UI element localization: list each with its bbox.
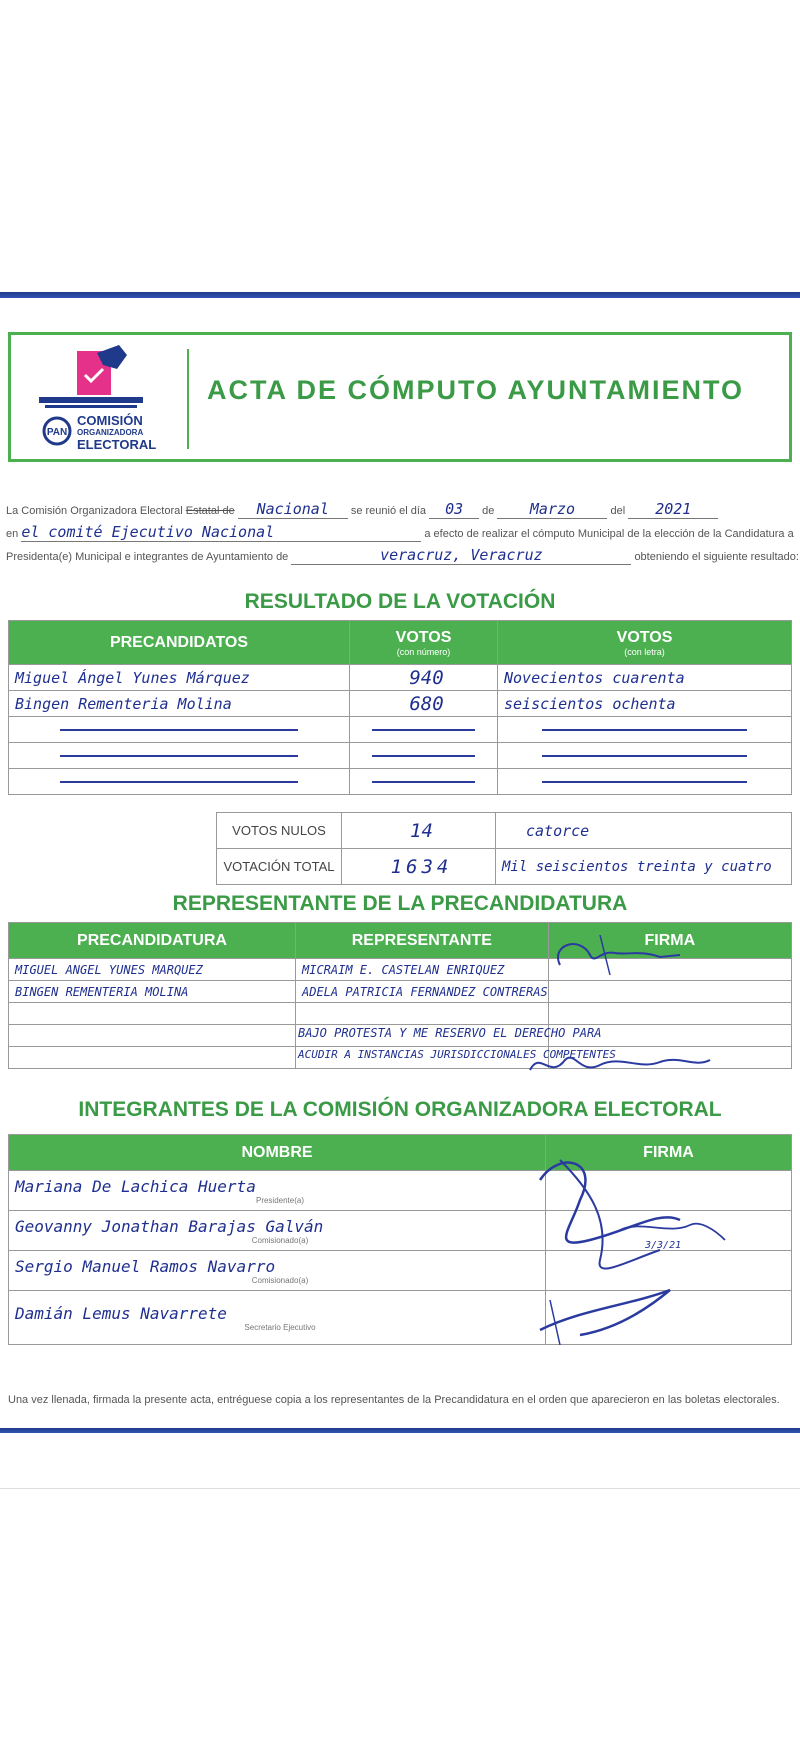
table-row-empty [9,769,792,795]
intro-line-3 [6,546,799,565]
cancel-dash [542,755,747,757]
cancel-dash [542,729,747,731]
table-row [9,665,792,691]
col-nombre: NOMBRE [9,1135,546,1171]
cancel-dash [60,729,298,731]
municipio-field: veracruz, Veracruz [291,546,631,565]
col-precandidatura: PRECANDIDATURA [9,923,296,959]
precandidatura-name: BINGEN REMENTERIA MOLINA [9,981,296,1003]
header-divider [187,349,189,449]
votos-nulos-letter: catorce [496,813,792,849]
cancel-dash [542,781,747,783]
logo-line-2: ORGANIZADORA [77,428,144,437]
cancel-dash [372,781,475,783]
intro-text: obteniendo el siguiente resultado: [634,551,799,563]
comision-field: Nacional [238,500,348,519]
logo-line-1: COMISIÓN [77,413,143,428]
member-name: Geovanny Jonathan Barajas Galván [15,1216,324,1236]
intro-text: del [610,505,626,517]
member-role: Presidente(a) [255,1195,305,1205]
col-firma: FIRMA [548,923,791,959]
intro-text: se reunió el día [350,505,427,517]
col-votos-letra: VOTOS (con letra) [498,621,792,665]
comision-signatures [520,1140,750,1360]
intro-text: en [6,528,19,540]
votacion-total-number: 1634 [342,849,496,885]
col-precandidatos: PRECANDIDATOS [9,621,350,665]
col-votos-numero: VOTOS (con número) [350,621,498,665]
protesta-note-2: ACUDIR A INSTANCIAS JURISDICCIONALES COMPETENTES [298,1048,616,1061]
day-field: 03 [429,500,479,519]
page-title: ACTA DE CÓMPUTO AYUNTAMIENTO [207,375,745,405]
member-name: Mariana De Lachica Huerta [15,1176,256,1196]
representante-name: MICRAIM E. CASTELAN ENRIQUEZ [296,959,549,981]
intro-text: Presidenta(e) Municipal e integrantes de Ayuntamiento de [6,551,289,563]
table-row-empty [9,743,792,769]
logo-line-3: ELECTORAL [77,437,157,452]
col-representante: REPRESENTANTE [296,923,549,959]
votacion-total-row [217,849,792,885]
logo-text [77,415,156,451]
votes-number: 680 [350,691,498,717]
cancel-dash [60,755,298,757]
candidate-name: Miguel Ángel Yunes Márquez [9,665,350,691]
struck-text: Estatal de [185,505,235,517]
totales-table [216,812,792,885]
votacion-total-label: VOTACIÓN TOTAL [217,849,342,885]
page-edge-line [0,1488,800,1489]
section-title-representantes: REPRESENTANTE DE LA PRECANDIDATURA [172,892,628,915]
votes-letter: Novecientos cuarenta [498,665,792,691]
protesta-note-1: BAJO PROTESTA Y ME RESERVO EL DERECHO PARA [298,1026,602,1040]
member-name: Damián Lemus Navarrete [15,1303,227,1323]
votacion-total-letter: Mil seiscientos treinta y cuatro [496,849,792,885]
votos-nulos-number: 14 [342,813,496,849]
year-field: 2021 [628,500,718,519]
cancel-dash [372,729,475,731]
cancel-dash [372,755,475,757]
acta-header [8,332,792,462]
member-role: Comisionado(a) [251,1275,309,1285]
bottom-blue-band [0,1428,800,1433]
intro-text: La Comisión Organizadora Electoral [6,505,183,517]
table-row [9,691,792,717]
votos-nulos-label: VOTOS NULOS [217,813,342,849]
representante-signature-1 [540,925,710,985]
table-row [9,1003,792,1025]
footer-note: Una vez llenada, firmada la presente acta, entréguese copia a los representantes de la Precandidatura en el orden que aparecieron en las boletas electorales. [8,1394,780,1406]
svg-text:PAN: PAN [46,427,68,438]
precandidatura-name: MIGUEL ANGEL YUNES MARQUEZ [9,959,296,981]
representante-name: ADELA PATRICIA FERNANDEZ CONTRERAS [296,981,549,1003]
month-field: Marzo [497,500,607,519]
member-role: Secretario Ejecutivo [244,1322,316,1332]
intro-text: de [482,505,495,517]
top-blue-band [0,292,800,298]
votacion-table [8,620,792,795]
intro-line-1 [6,500,718,519]
intro-text: a efecto de realizar el cómputo Municipal de la elección de la Candidatura a [424,528,794,540]
comision-logo [31,343,181,455]
cancel-dash [60,781,298,783]
votes-number: 940 [350,665,498,691]
col-firma: FIRMA [546,1135,792,1171]
representante-signature-2 [520,1040,720,1090]
member-name: Sergio Manuel Ramos Navarro [15,1256,276,1276]
votos-nulos-row [217,813,792,849]
section-title-comision: INTEGRANTES DE LA COMISIÓN ORGANIZADORA ELECTORAL [78,1098,722,1121]
intro-line-2 [6,523,794,542]
candidate-name: Bingen Rementeria Molina [9,691,350,717]
signature-date: 3/3/21 [645,1240,682,1251]
lugar-field: el comité Ejecutivo Nacional [21,523,421,542]
table-row-empty [9,717,792,743]
member-role: Comisionado(a) [251,1235,309,1245]
section-title-votacion: RESULTADO DE LA VOTACIÓN [244,590,556,613]
votes-letter: seiscientos ochenta [498,691,792,717]
